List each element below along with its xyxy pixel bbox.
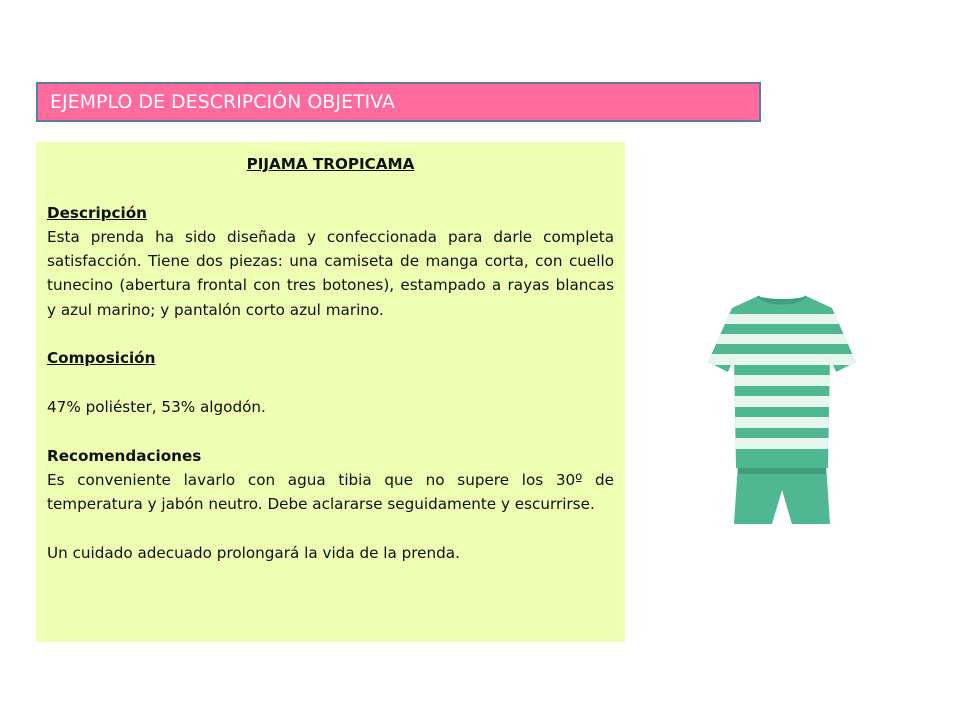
- product-description-box: [36, 142, 625, 642]
- composition-text: 47% poliéster, 53% algodón.: [47, 397, 266, 416]
- description-heading: Descripción: [47, 203, 147, 222]
- closing-text: Un cuidado adecuado prolongará la vida de la prenda.: [47, 543, 460, 562]
- shirt: [700, 288, 864, 478]
- slide-title: EJEMPLO DE DESCRIPCIÓN OBJETIVA: [36, 82, 761, 122]
- description-text: Esta prenda ha sido diseñada y confeccionada para darle completa satisfacción. Tiene dos piezas: una camiseta de manga corta, con cuello tunecino (abertura frontal con tres botones), estampado a rayas blancas y azul marino; y pantalón corto azul marino.: [47, 227, 614, 319]
- product-name: PIJAMA TROPICAMA: [246, 155, 415, 173]
- spacer: [47, 419, 614, 443]
- pajama-illustration: [700, 288, 864, 530]
- composition-heading: Composición: [47, 349, 156, 368]
- spacer: [47, 176, 614, 200]
- recommendations-text: Es conveniente lavarlo con agua tibia que no supere los 30º de temperatura y jabón neutro. Debe aclararse seguidamente y escurrirse.: [47, 470, 614, 514]
- spacer: [47, 516, 614, 540]
- recommendations-heading: Recomendaciones: [47, 446, 202, 465]
- spacer: [47, 322, 614, 346]
- spacer: [47, 371, 614, 395]
